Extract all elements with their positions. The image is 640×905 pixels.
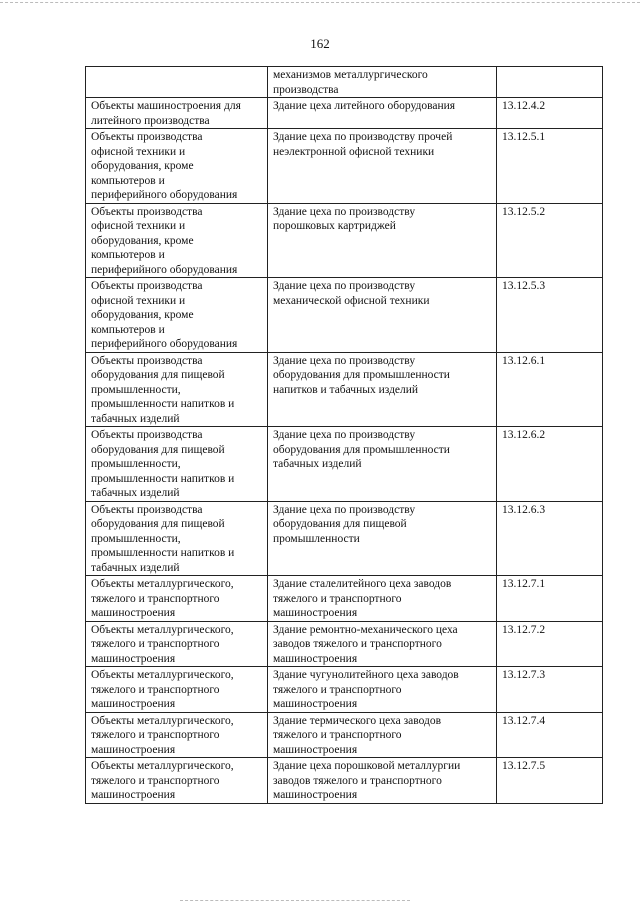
object-type-cell-text: Объекты производства офисной техники и оборудования, кроме компьютеров и периферийного оборудования	[91, 131, 238, 201]
building-name-cell-text: Здание цеха порошковой металлургии заводов тяжелого и транспортного машиностроения	[273, 760, 461, 801]
building-name-cell	[268, 712, 497, 758]
table-body	[86, 67, 603, 804]
object-type-cell	[86, 67, 268, 98]
object-type-cell-text: Объекты металлургического, тяжелого и транспортного машиностроения	[91, 623, 234, 665]
building-name-cell-text: Здание цеха по производству порошковых картриджей	[273, 205, 416, 232]
building-name-cell	[268, 352, 497, 427]
code-cell-text: 13.12.6.1	[502, 354, 546, 367]
scan-top-edge	[0, 2, 640, 4]
building-name-cell-text: Здание цеха по производству оборудования для пищевой промышленности	[273, 503, 416, 545]
table-row	[86, 621, 603, 667]
code-cell-text: 13.12.7.1	[502, 578, 546, 590]
building-name-cell-text: Здание ремонтно-механического цеха заводов тяжелого и транспортного машиностроения	[273, 623, 458, 665]
building-name-cell	[268, 129, 497, 204]
object-type-cell	[86, 667, 268, 713]
code-cell-text: 13.12.5.3	[502, 280, 546, 292]
code-cell	[497, 576, 603, 622]
object-type-cell	[86, 576, 268, 622]
building-name-cell	[268, 203, 497, 278]
building-name-cell	[268, 501, 497, 576]
table-row	[86, 67, 603, 98]
object-type-cell	[86, 427, 268, 502]
code-cell	[497, 278, 603, 353]
code-cell-text: 13.12.6.2	[502, 429, 546, 441]
building-name-cell	[268, 67, 497, 98]
classification-table	[85, 66, 603, 804]
code-cell-text: 13.12.7.5	[502, 760, 546, 772]
table-row	[86, 203, 603, 278]
table-row	[86, 98, 603, 129]
object-type-cell-text: Объекты производства оборудования для пищевой промышленности, промышленности напитков и табачных изделий	[91, 429, 235, 499]
table-row	[86, 667, 603, 713]
table-row	[86, 758, 603, 804]
object-type-cell-text: Объекты металлургического, тяжелого и транспортного машиностроения	[91, 669, 234, 710]
building-name-cell-text: Здание цеха по производству оборудования для промышленности табачных изделий	[273, 429, 450, 470]
code-cell-text: 13.12.7.2	[502, 623, 546, 636]
code-cell	[497, 758, 603, 804]
building-name-cell	[268, 758, 497, 804]
building-name-cell-text: Здание сталелитейного цеха заводов тяжелого и транспортного машиностроения	[273, 578, 452, 619]
code-cell	[497, 712, 603, 758]
scan-bottom-edge	[180, 900, 410, 902]
object-type-cell	[86, 501, 268, 576]
object-type-cell	[86, 758, 268, 804]
object-type-cell	[86, 129, 268, 204]
table-row	[86, 576, 603, 622]
object-type-cell-text: Объекты металлургического, тяжелого и транспортного машиностроения	[91, 578, 234, 619]
object-type-cell-text: Объекты производства офисной техники и оборудования, кроме компьютеров и периферийного оборудования	[91, 280, 238, 350]
building-name-cell-text: Здание цеха по производству механической офисной техники	[273, 280, 430, 307]
building-name-cell	[268, 427, 497, 502]
object-type-cell-text: Объекты производства оборудования для пищевой промышленности, промышленности напитков и табачных изделий	[91, 503, 235, 574]
code-cell	[497, 98, 603, 129]
table-row	[86, 712, 603, 758]
code-cell	[497, 129, 603, 204]
code-cell-text: 13.12.4.2	[502, 100, 546, 112]
object-type-cell	[86, 712, 268, 758]
code-cell-text: 13.12.7.4	[502, 714, 546, 727]
building-name-cell	[268, 278, 497, 353]
table-row	[86, 352, 603, 427]
object-type-cell-text: Объекты машиностроения для литейного производства	[91, 100, 241, 127]
code-cell	[497, 67, 603, 98]
code-cell-text: 13.12.5.1	[502, 131, 546, 143]
building-name-cell	[268, 621, 497, 667]
table-row	[86, 129, 603, 204]
table-row	[86, 501, 603, 576]
object-type-cell-text: Объекты производства офисной техники и оборудования, кроме компьютеров и периферийного оборудования	[91, 205, 238, 276]
object-type-cell-text: Объекты металлургического, тяжелого и транспортного машиностроения	[91, 714, 234, 756]
code-cell-text: 13.12.5.2	[502, 205, 546, 218]
building-name-cell	[268, 576, 497, 622]
object-type-cell-text: Объекты производства оборудования для пищевой промышленности, промышленности напитков и табачных изделий	[91, 354, 235, 425]
table-row	[86, 278, 603, 353]
object-type-cell	[86, 203, 268, 278]
building-name-cell-text: Здание термического цеха заводов тяжелого и транспортного машиностроения	[273, 714, 442, 756]
building-name-cell	[268, 667, 497, 713]
building-name-cell-text: Здание цеха по производству оборудования для промышленности напитков и табачных изделий	[273, 354, 450, 396]
building-name-cell	[268, 98, 497, 129]
code-cell	[497, 621, 603, 667]
object-type-cell	[86, 278, 268, 353]
code-cell	[497, 501, 603, 576]
building-name-cell-text: Здание чугунолитейного цеха заводов тяжелого и транспортного машиностроения	[273, 669, 459, 710]
page-number: 162	[310, 36, 330, 51]
code-cell-text: 13.12.7.3	[502, 669, 546, 681]
code-cell	[497, 203, 603, 278]
object-type-cell	[86, 352, 268, 427]
object-type-cell	[86, 621, 268, 667]
object-type-cell-text: Объекты металлургического, тяжелого и транспортного машиностроения	[91, 760, 234, 801]
code-cell-text: 13.12.6.3	[502, 503, 546, 516]
code-cell	[497, 352, 603, 427]
building-name-cell-text: Здание цеха литейного оборудования	[273, 100, 456, 112]
code-cell	[497, 427, 603, 502]
object-type-cell	[86, 98, 268, 129]
building-name-cell-text: механизмов металлургического производства	[273, 69, 428, 96]
building-name-cell-text: Здание цеха по производству прочей неэлектронной офисной техники	[273, 131, 453, 158]
code-cell	[497, 667, 603, 713]
table-row	[86, 427, 603, 502]
